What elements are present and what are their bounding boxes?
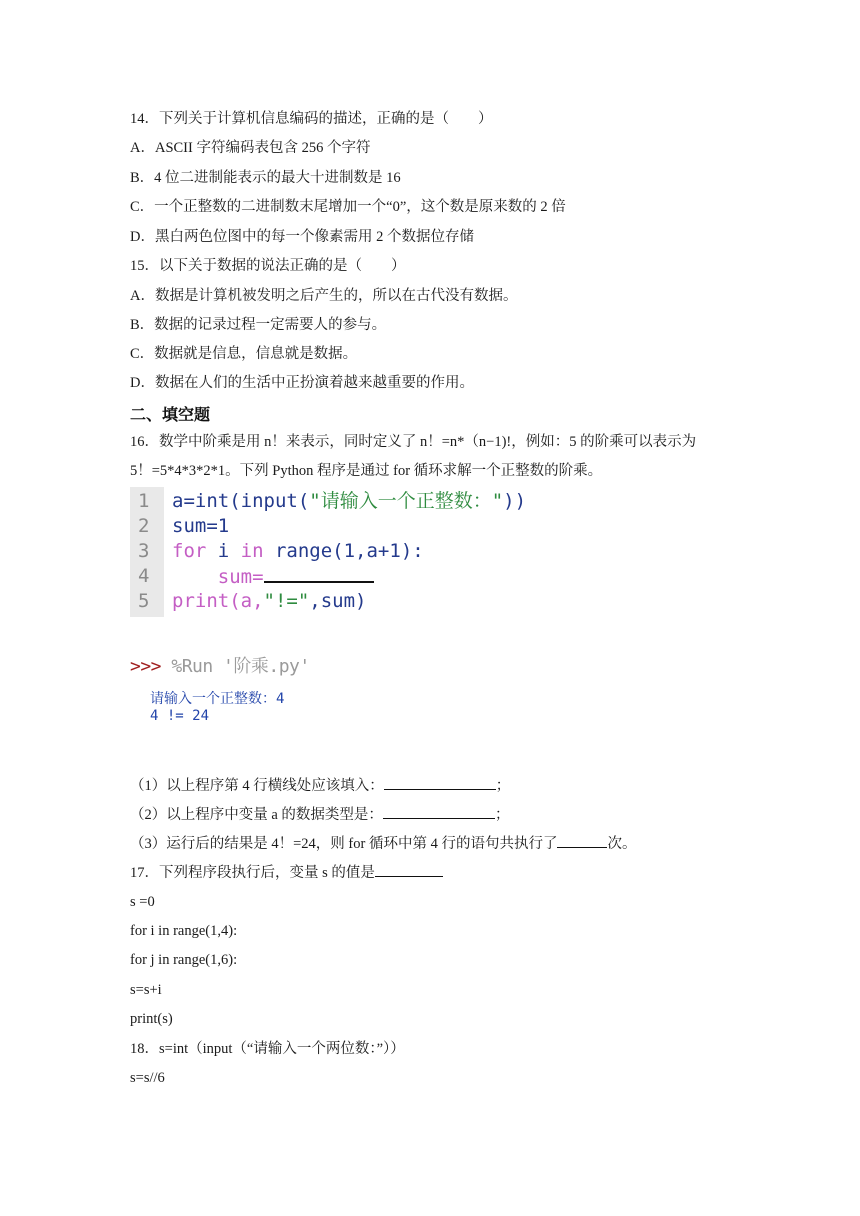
q16-sub2-text: （2）以上程序中变量 a 的数据类型是：: [130, 807, 383, 823]
q16-stem-line2: 5！=5*4*3*2*1。下列 Python 程序是通过 for 循环求解一个正整数的阶乘。: [130, 463, 603, 479]
q15-option-c: C．数据就是信息，信息就是数据。: [130, 346, 358, 362]
code-token: range(1,a+1):: [263, 540, 424, 562]
answer-blank: [375, 862, 443, 877]
q16-sub2-end: ；: [494, 807, 510, 823]
q14-option-d: D．黑白两色位图中的每一个像素需用 2 个数据位存储: [130, 229, 474, 245]
shell-output-line-2: 4 != 24: [150, 708, 210, 724]
code-editor-snippet: [130, 487, 562, 617]
q14-option-c: C．一个正整数的二进制数末尾增加一个“0”，这个数是原来数的 2 倍: [130, 199, 566, 215]
answer-blank: [383, 804, 495, 819]
q16-sub1: [130, 775, 510, 796]
q18-stem: 18．s=int（input（“请输入一个两位数：”））: [130, 1041, 405, 1057]
q17-code-line: for i in range(1,4):: [130, 923, 238, 939]
q16-sub1-end: ；: [495, 778, 511, 794]
line-number: 2: [138, 515, 150, 537]
code-token: )): [503, 490, 527, 512]
code-string: "!=": [263, 590, 310, 612]
code-line-2: sum=1: [172, 515, 230, 537]
shell-output: [130, 652, 490, 732]
q15-option-d: D．数据在人们的生活中正扮演着越来越重要的作用。: [130, 375, 474, 391]
q14-option-a: A．ASCII 字符编码表包含 256 个字符: [130, 140, 371, 156]
shell-command: %Run '阶乘.py': [161, 656, 310, 677]
q15-stem: 15．以下关于数据的说法正确的是（ ）: [130, 258, 406, 274]
q16-sub1-text: （1）以上程序第 4 行横线处应该填入：: [130, 778, 384, 794]
shell-prompt-line: [130, 652, 310, 678]
code-token: a=int(input(: [172, 490, 310, 512]
q17-code-line: s=s+i: [130, 982, 162, 998]
shell-prompt: >>>: [130, 656, 162, 677]
code-keyword: for: [172, 540, 207, 562]
q16-sub3-text: （3）运行后的结果是 4！=24，则 for 循环中第 4 行的语句共执行了: [130, 836, 558, 852]
q16-sub2: [130, 804, 509, 825]
code-keyword: in: [240, 540, 264, 562]
q18-code-line: s=s//6: [130, 1070, 165, 1086]
line-number: 1: [138, 490, 150, 512]
answer-blank: [557, 833, 607, 848]
section-heading: 二、填空题: [130, 405, 211, 424]
q16-sub3: [130, 833, 636, 854]
q14-option-b: B．4 位二进制能表示的最大十进制数是 16: [130, 170, 401, 186]
code-line-4: [172, 564, 374, 589]
code-blank: [264, 564, 374, 583]
answer-blank: [384, 775, 496, 790]
code-line-5: [172, 589, 366, 614]
code-token: print(a,: [172, 590, 264, 612]
q17-stem: [130, 862, 443, 883]
q16-sub3-end: 次。: [607, 836, 637, 852]
q14-stem: 14．下列关于计算机信息编码的描述，正确的是（ ）: [130, 111, 493, 127]
line-number: 4: [138, 565, 150, 587]
code-string: "请输入一个正整数：": [309, 490, 504, 512]
q17-code-line: for j in range(1,6):: [130, 952, 238, 968]
q15-option-b: B．数据的记录过程一定需要人的参与。: [130, 317, 387, 333]
q17-code-line: s =0: [130, 894, 155, 910]
code-line-1: [172, 489, 526, 514]
code-line-3: [172, 539, 424, 564]
q15-option-a: A．数据是计算机被发明之后产生的，所以在古代没有数据。: [130, 288, 518, 304]
code-token: sum=: [172, 566, 264, 588]
q16-stem-line1: 16．数学中阶乘是用 n！来表示，同时定义了 n！=n*（n−1)!，例如：5 的阶乘可以表示为: [130, 434, 697, 450]
line-number: 5: [138, 590, 150, 612]
line-number: 3: [138, 540, 150, 562]
code-token: i: [206, 540, 241, 562]
q17-stem-text: 17．下列程序段执行后，变量 s 的值是: [130, 865, 375, 881]
q17-code-line: print(s): [130, 1011, 173, 1027]
code-token: ,sum): [309, 590, 367, 612]
shell-output-line-1: 请输入一个正整数：4: [150, 691, 285, 707]
